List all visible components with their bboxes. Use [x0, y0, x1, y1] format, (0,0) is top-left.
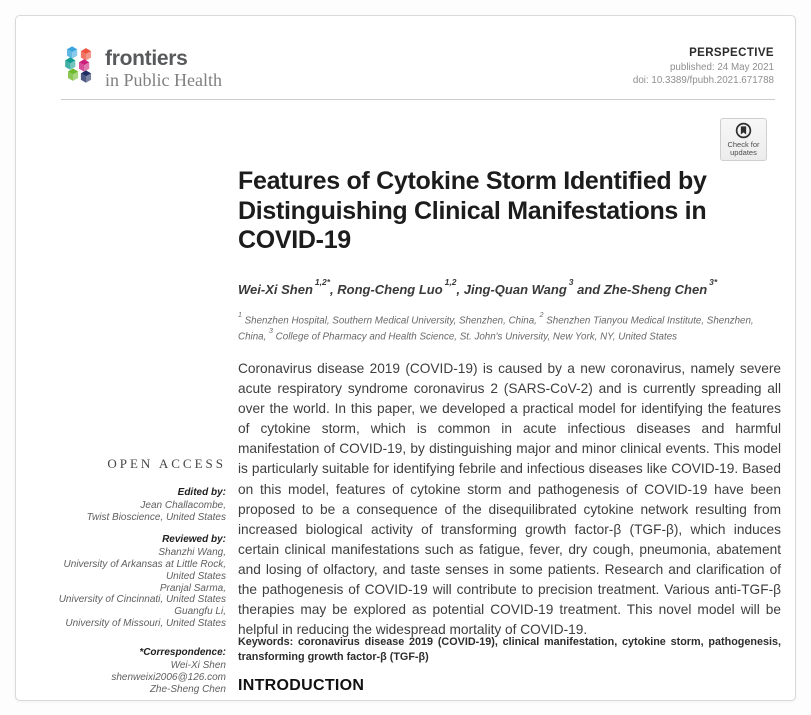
affiliations	[238, 311, 783, 344]
author-affiliation-sup: 3	[568, 277, 574, 287]
editor-name: Jean Challacombe,	[140, 500, 226, 511]
journal-brand	[61, 42, 222, 91]
open-access-label: OPEN ACCESS	[107, 456, 226, 471]
reviewer-line: University of Cincinnati, United States	[58, 594, 226, 606]
author: Jing-Quan Wang$^3$ and	[463, 277, 604, 298]
author-affiliation-sup: 1,2	[444, 277, 457, 287]
keywords	[238, 635, 781, 665]
reviewer-line: Shanzhi Wang,	[158, 547, 226, 559]
keywords-text: coronavirus disease 2019 (COVID-19), clinical manifestation, cytokine storm, pathogenesis, transforming growth factor-β (TGF-β)	[238, 636, 781, 663]
check-for-updates-label-line2: updates	[730, 148, 757, 157]
reviewer-line: Pranjal Sarma,	[159, 582, 226, 594]
correspondence-label: *Correspondence:	[139, 647, 226, 659]
author: Wei-Xi Shen$^{1,2*}$,	[238, 277, 338, 298]
affiliation-num: 1	[238, 311, 242, 319]
author-affiliation-sup: 3*	[709, 277, 718, 287]
correspondence-name: Zhe-Sheng Chen	[149, 683, 226, 695]
check-for-updates-badge[interactable]	[720, 118, 767, 161]
frontiers-logo-icon	[61, 42, 98, 88]
check-for-updates-label-line1: Check for	[727, 139, 760, 149]
editor-affiliation: Twist Bioscience, United States	[86, 511, 226, 523]
affiliation-text: Shenzhen Hospital, Southern Medical University, Shenzhen, China,	[241, 315, 540, 327]
reviewed-by-label: Reviewed by:	[162, 534, 226, 546]
published-date: published: 24 May 2021	[669, 62, 774, 73]
reviewer-line: University of Arkansas at Little Rock,	[63, 559, 226, 571]
affiliation-text: College of Pharmacy and Health Science, St. John's University, New York, NY, United States	[272, 331, 678, 343]
article-type-label: PERSPECTIVE	[689, 47, 774, 59]
doi-text: doi: 10.3389/fpubh.2021.671788	[632, 74, 774, 86]
introduction-heading: INTRODUCTION	[238, 677, 365, 694]
paper-page	[15, 15, 796, 701]
editorial-sidebar	[46, 456, 226, 695]
correspondence-name: Wei-Xi Shen	[170, 660, 226, 672]
reviewer-line: University of Missouri, United States	[65, 617, 226, 629]
brand-name: frontiers	[105, 47, 188, 70]
affiliation-text: Shenzhen Tianyou Medical Institute, Shenzhen, China,	[238, 315, 754, 343]
brand-journal-name: in Public Health	[105, 70, 222, 90]
author-affiliation-sup: 1,2*	[314, 277, 331, 287]
affiliation-num: 2	[539, 311, 544, 319]
reviewer-line: Guangfu Li,	[174, 605, 226, 617]
author: Rong-Cheng Luo$^{1,2}$,	[337, 277, 464, 298]
crossmark-icon	[735, 122, 752, 139]
author-list	[238, 277, 783, 298]
reviewer-line: United States	[165, 570, 226, 582]
brand-text	[105, 48, 222, 91]
article-title: Features of Cytokine Storm Identified by Distinguishing Clinical Manifestations in COVID-19	[238, 167, 707, 254]
keywords-label: Keywords:	[238, 636, 298, 648]
correspondence-email[interactable]: shenweixi2006@126.com	[111, 672, 226, 684]
affiliation-num: 3	[269, 327, 273, 335]
abstract-text: Coronavirus disease 2019 (COVID-19) is caused by a new coronavirus, namely severe acute respiratory syndrome coronavirus 2 (SARS-CoV-2) and is currently spreading all over the world. In this paper, we developed a practical model for identifying the features of cytokine storm, which is common in acute infectious diseases and harmful manifestation of COVID-19, by distinguishing major and minor clinical events. This model is particularly suitable for identifying febrile and infectious diseases like COVID-19. Based on this model, features of cytokine storm and pathogenesis of COVID-19 have been proposed to be a consequence of the disequilibrated cytokine network resulting from increased biological activity of transforming growth factor-β (TGF-β), which induces certain clinical manifestations such as fatigue, fever, dry cough, pneumonia, abatement and losing of olfactory, and taste senses in some patients. Research and clarification of the pathogenesis of COVID-19 will contribute to precision treatment. Various anti-TGF-β therapies may be explored as potential COVID-19 treatment. This novel model will be helpful in reducing the widespread mortality of COVID-19.	[238, 361, 781, 638]
header-divider	[61, 99, 775, 100]
publication-info	[633, 47, 774, 87]
author: Zhe-Sheng Chen$^{3*}$	[603, 277, 718, 298]
edited-by-label: Edited by:	[177, 487, 226, 498]
